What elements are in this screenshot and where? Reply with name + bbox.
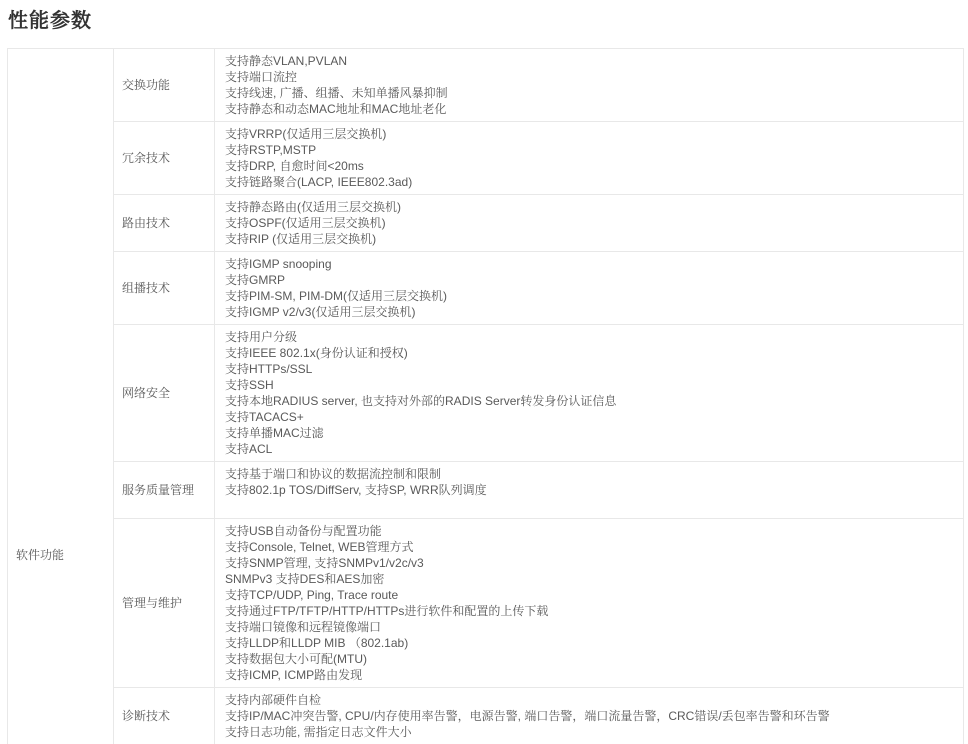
spec-line: SNMPv3 支持DES和AES加密 bbox=[225, 572, 385, 586]
spec-line: 支持链路聚合(LACP, IEEE802.3ad) bbox=[225, 175, 413, 189]
spec-line: 支持TCP/UDP, Ping, Trace route bbox=[225, 588, 399, 602]
table-row bbox=[114, 194, 963, 251]
table-row bbox=[114, 251, 963, 324]
table-row bbox=[114, 687, 963, 744]
spec-line: 支持ICMP, ICMP路由发现 bbox=[225, 668, 363, 682]
spec-line: 支持数据包大小可配(MTU) bbox=[225, 652, 367, 666]
category-cell bbox=[114, 122, 215, 194]
spec-line: 支持DRP, 自愈时间<20ms bbox=[225, 159, 364, 173]
page-title: 性能参数 bbox=[8, 10, 92, 32]
category-label: 路由技术 bbox=[122, 216, 171, 230]
category-cell bbox=[114, 252, 215, 324]
category-label: 管理与维护 bbox=[122, 596, 183, 610]
spec-line: 支持IGMP v2/v3(仅适用三层交换机) bbox=[225, 305, 416, 319]
spec-line: 支持静态路由(仅适用三层交换机) bbox=[225, 200, 401, 214]
spec-line: 支持内部硬件自检 bbox=[225, 693, 322, 707]
spec-line: 支持IGMP snooping bbox=[225, 257, 332, 271]
spec-line: 支持802.1p TOS/DiffServ, 支持SP, WRR队列调度 bbox=[225, 483, 487, 497]
spec-line: 支持OSPF(仅适用三层交换机) bbox=[225, 216, 386, 230]
table-row bbox=[114, 49, 963, 121]
value-cell bbox=[215, 122, 963, 194]
spec-line: 支持HTTPs/SSL bbox=[225, 362, 313, 376]
category-label: 交换功能 bbox=[122, 78, 171, 92]
category-cell bbox=[114, 519, 215, 687]
spec-line: 支持端口流控 bbox=[225, 70, 298, 84]
spec-line: 支持IP/MAC冲突告警, CPU/内存使用率告警，电源告警, 端口告警，端口流量告警，CRC错误/丢包率告警和环告警 bbox=[225, 709, 830, 723]
spec-line: 支持Console, Telnet, WEB管理方式 bbox=[225, 540, 414, 554]
table-row bbox=[114, 461, 963, 518]
spec-line: 支持RIP (仅适用三层交换机) bbox=[225, 232, 377, 246]
category-cell bbox=[114, 325, 215, 461]
value-cell bbox=[215, 252, 963, 324]
spec-line: 支持GMRP bbox=[225, 273, 286, 287]
spec-line: 支持基于端口和协议的数据流控制和限制 bbox=[225, 467, 442, 481]
spec-line: 支持单播MAC过滤 bbox=[225, 426, 324, 440]
spec-line: 支持USB自动备份与配置功能 bbox=[225, 524, 382, 538]
category-label: 网络安全 bbox=[122, 386, 171, 400]
spec-table bbox=[7, 48, 964, 744]
spec-line: 支持RSTP,MSTP bbox=[225, 143, 317, 157]
category-cell bbox=[114, 462, 215, 518]
table-row bbox=[114, 121, 963, 194]
spec-line: 支持静态VLAN,PVLAN bbox=[225, 54, 348, 68]
category-label: 服务质量管理 bbox=[122, 483, 195, 497]
spec-line: 支持SNMP管理, 支持SNMPv1/v2c/v3 bbox=[225, 556, 424, 570]
category-label: 组播技术 bbox=[122, 281, 171, 295]
spec-line: 支持本地RADIUS server, 也支持对外部的RADIS Server转发身份认证信息 bbox=[225, 394, 617, 408]
value-cell bbox=[215, 49, 963, 121]
spec-line: 支持ACL bbox=[225, 442, 273, 456]
spec-line bbox=[225, 498, 953, 514]
category-label: 诊断技术 bbox=[122, 709, 171, 723]
spec-line: 支持通过FTP/TFTP/HTTP/HTTPs进行软件和配置的上传下载 bbox=[225, 604, 549, 618]
table-row bbox=[114, 518, 963, 687]
spec-line: 支持用户分级 bbox=[225, 330, 298, 344]
value-cell bbox=[215, 462, 963, 518]
category-label: 冗余技术 bbox=[122, 151, 171, 165]
spec-line: 支持静态和动态MAC地址和MAC地址老化 bbox=[225, 102, 447, 116]
spec-line: 支持LLDP和LLDP MIB （802.1ab) bbox=[225, 636, 409, 650]
value-cell bbox=[215, 688, 963, 744]
category-cell bbox=[114, 49, 215, 121]
table-row bbox=[114, 324, 963, 461]
category-cell bbox=[114, 688, 215, 744]
spec-line: 支持线速, 广播、组播、未知单播风暴抑制 bbox=[225, 86, 448, 100]
spec-rows bbox=[114, 49, 963, 744]
spec-line: 支持端口镜像和远程镜像端口 bbox=[225, 620, 382, 634]
spec-line: 支持PIM-SM, PIM-DM(仅适用三层交换机) bbox=[225, 289, 447, 303]
group-label: 软件功能 bbox=[16, 548, 65, 562]
category-cell bbox=[114, 195, 215, 251]
spec-line: 支持VRRP(仅适用三层交换机) bbox=[225, 127, 387, 141]
value-cell bbox=[215, 519, 963, 687]
group-cell bbox=[8, 49, 114, 744]
value-cell bbox=[215, 195, 963, 251]
spec-line: 支持SSH bbox=[225, 378, 274, 392]
spec-line: 支持日志功能, 需指定日志文件大小 bbox=[225, 725, 412, 739]
spec-line: 支持IEEE 802.1x(身份认证和授权) bbox=[225, 346, 408, 360]
value-cell bbox=[215, 325, 963, 461]
spec-line: 支持TACACS+ bbox=[225, 410, 304, 424]
